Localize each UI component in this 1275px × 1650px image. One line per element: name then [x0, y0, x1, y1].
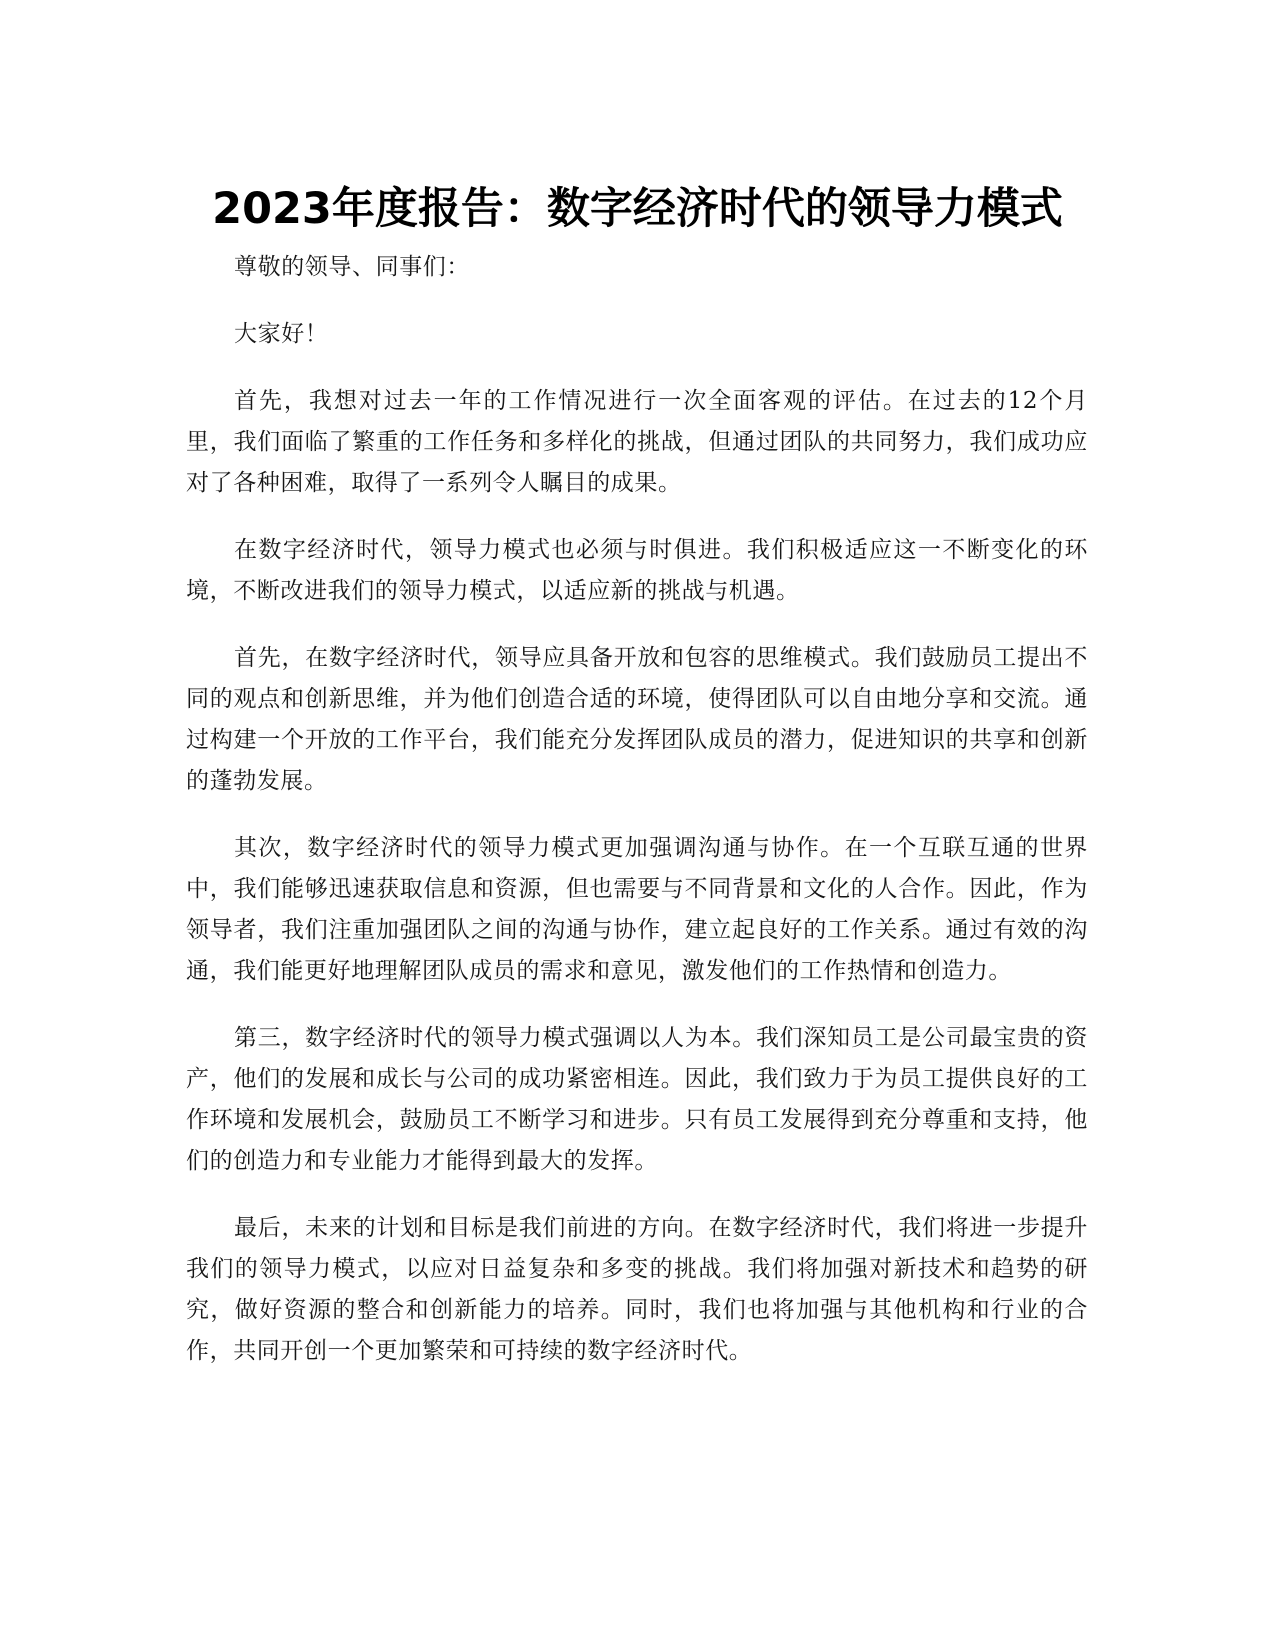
salutation-paragraph: 尊敬的领导、同事们： [234, 254, 470, 280]
leadership-intro-paragraph: 在数字经济时代，领导力模式也必须与时俱进。我们积极适应这一不断变化的环境，不断改进我们的领导力模式，以适应新的挑战与机遇。 [186, 537, 1088, 604]
people-first-paragraph: 第三，数字经济时代的领导力模式强调以人为本。我们深知员工是公司最宝贵的资产，他们的发展和成长与公司的成功紧密相连。因此，我们致力于为员工提供良好的工作环境和发展机会，鼓励员工不断学习和进步。只有员工发展得到充分尊重和支持，他们的创造力和专业能力才能得到最大的发挥。 [186, 1025, 1088, 1174]
document-title: 2023年度报告：数字经济时代的领导力模式 [212, 183, 1063, 234]
future-plans-paragraph: 最后，未来的计划和目标是我们前进的方向。在数字经济时代，我们将进一步提升我们的领导力模式，以应对日益复杂和多变的挑战。我们将加强对新技术和趋势的研究，做好资源的整合和创新能力的培养。同时，我们也将加强与其他机构和行业的合作，共同开创一个更加繁荣和可持续的数字经济时代。 [186, 1215, 1088, 1364]
review-paragraph: 首先，我想对过去一年的工作情况进行一次全面客观的评估。在过去的12个月里，我们面临了繁重的工作任务和多样化的挑战，但通过团队的共同努力，我们成功应对了各种困难，取得了一系列令人瞩目的成果。 [186, 388, 1088, 496]
greeting-paragraph: 大家好！ [234, 321, 329, 347]
communication-paragraph: 其次，数字经济时代的领导力模式更加强调沟通与协作。在一个互联互通的世界中，我们能够迅速获取信息和资源，但也需要与不同背景和文化的人合作。因此，作为领导者，我们注重加强团队之间的沟通与协作，建立起良好的工作关系。通过有效的沟通，我们能更好地理解团队成员的需求和意见，激发他们的工作热情和创造力。 [186, 835, 1088, 984]
openness-paragraph: 首先，在数字经济时代，领导应具备开放和包容的思维模式。我们鼓励员工提出不同的观点和创新思维，并为他们创造合适的环境，使得团队可以自由地分享和交流。通过构建一个开放的工作平台，我们能充分发挥团队成员的潜力，促进知识的共享和创新的蓬勃发展。 [186, 645, 1088, 794]
document-body [186, 247, 1088, 1398]
